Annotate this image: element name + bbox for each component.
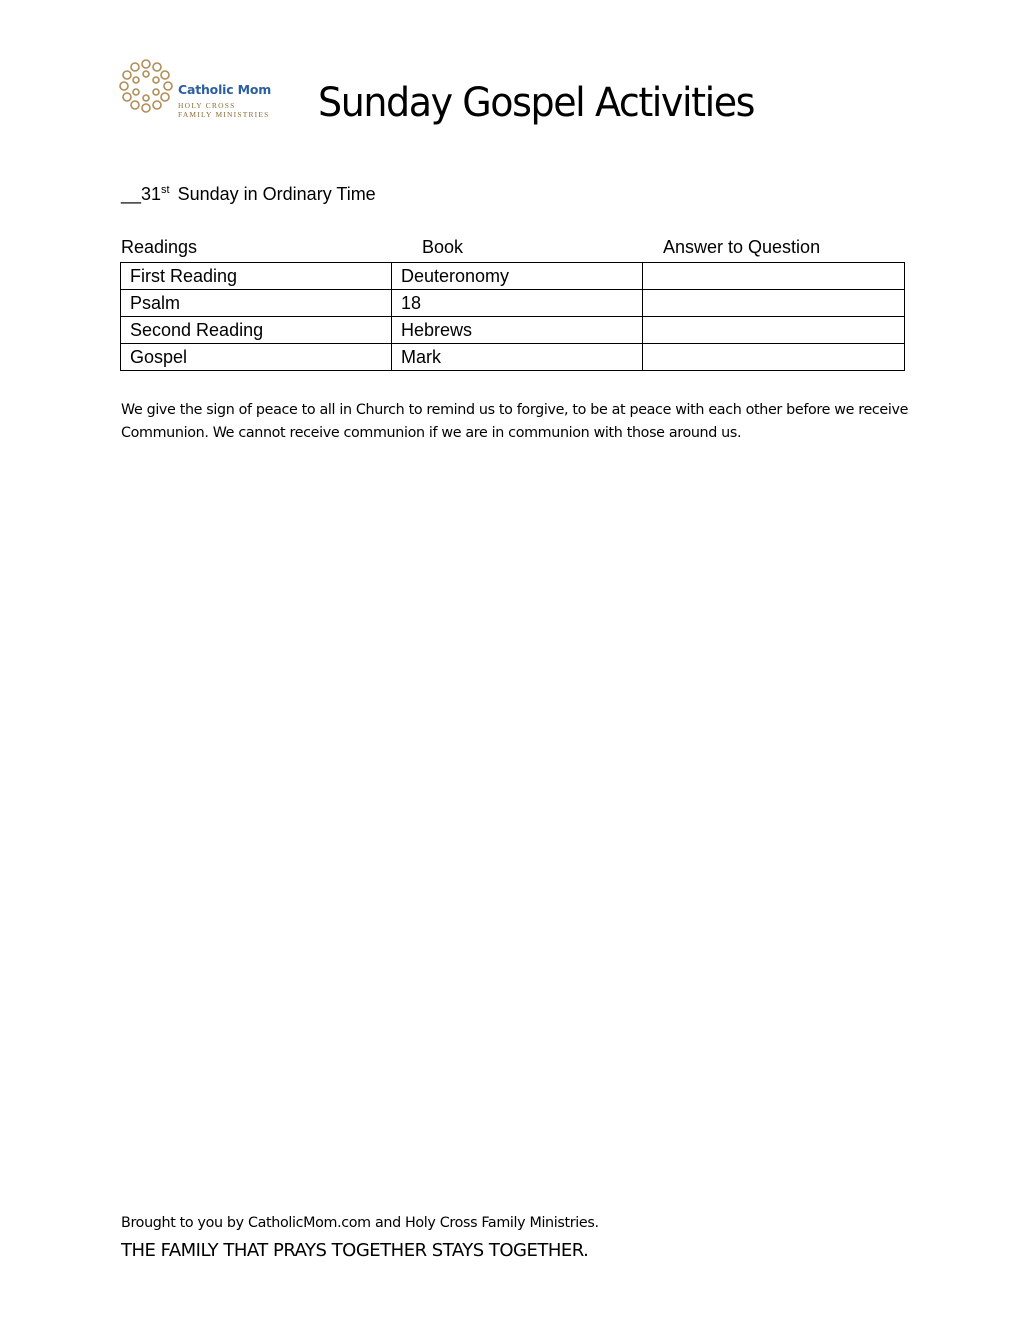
page-title: Sunday Gospel Activities: [318, 80, 755, 126]
reading-cell: Second Reading: [121, 317, 392, 344]
answer-cell[interactable]: [643, 344, 905, 371]
table-row: [121, 263, 905, 290]
column-header-book: Book: [422, 237, 464, 257]
answer-cell[interactable]: [643, 290, 905, 317]
logo-subtitle-1: HOLY CROSS: [178, 101, 236, 110]
book-cell: Hebrews: [392, 317, 643, 344]
table-row: [121, 317, 905, 344]
table-row: [121, 344, 905, 371]
logo-brand: Catholic Mom: [178, 82, 272, 97]
sign-of-peace-paragraph: We give the sign of peace to all in Church to remind us to forgive, to be at peace with each other before we receive Communion. We cannot receive communion if we are in communion with those around us.: [121, 402, 909, 441]
column-header-answer: Answer to Question: [663, 237, 821, 257]
sunday-number: __31: [121, 184, 162, 204]
footer-credit: Brought to you by CatholicMom.com and Holy Cross Family Ministries.: [121, 1215, 599, 1231]
logo: [118, 58, 278, 126]
sunday-ordinal-suffix: st: [161, 184, 170, 196]
logo-text: [178, 82, 271, 119]
readings-table: [120, 262, 905, 371]
sunday-heading: [121, 184, 376, 205]
book-cell: 18: [392, 290, 643, 317]
answer-cell[interactable]: [643, 263, 905, 290]
reading-cell: Gospel: [121, 344, 392, 371]
reading-cell: Psalm: [121, 290, 392, 317]
logo-subtitle-2: FAMILY MINISTRIES: [178, 110, 270, 119]
rosette-icon: [118, 58, 174, 114]
answer-cell[interactable]: [643, 317, 905, 344]
reading-cell: First Reading: [121, 263, 392, 290]
column-header-readings: Readings: [121, 237, 198, 257]
sunday-label: Sunday in Ordinary Time: [177, 184, 376, 204]
footer-motto: THE FAMILY THAT PRAYS TOGETHER STAYS TOGETHER.: [121, 1240, 589, 1261]
table-row: [121, 290, 905, 317]
book-cell: Mark: [392, 344, 643, 371]
book-cell: Deuteronomy: [392, 263, 643, 290]
